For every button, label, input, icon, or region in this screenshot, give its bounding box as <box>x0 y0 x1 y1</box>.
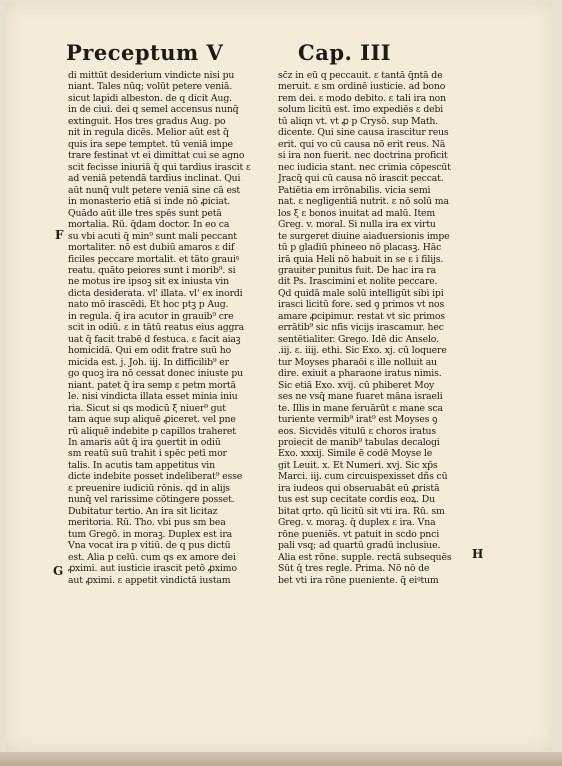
text-line: rem dei. ε modo debito. ε tali ira non <box>278 92 446 104</box>
text-line: eos. Sicvidēs vitulū ε choros iratus <box>278 425 436 437</box>
text-line: bitat qrto. qū licitū sit vti ira. Rū. sm <box>278 505 445 517</box>
text-line: meruit. ε sm ordinē iusticie. ad bono <box>278 81 446 93</box>
text-line: tū p gladiū phineeo nō placasꝫ. Hāc <box>278 242 442 254</box>
margin-mark-g: G <box>53 564 64 578</box>
text-line: le. nisi vindicta illata esset minia iniu <box>68 391 238 403</box>
text-line: micida est. j. Joh. iij. In difficilib⁹ er <box>68 356 229 368</box>
running-head-left: Preceptum V <box>66 40 224 65</box>
text-line: uat q̄ facit trabē d festuca. ε facit aiaꝫ <box>68 333 241 345</box>
text-line: erit. qui vo cū causa nō erit reus. Nā <box>278 138 446 150</box>
text-line: scit fecisse iniuriā q̄ qui tardius irascit ε <box>68 161 251 173</box>
text-line: pali vsq; ad quartū gradū inclusiue. <box>278 540 441 552</box>
text-line: rōne pueniēs. vt patuit in scdo pnci <box>278 528 440 540</box>
text-line: ad veniā petendā tardius inclinat. Qui <box>68 173 241 185</box>
text-line: go quoꝫ ira nō cessat donec iniuste pu <box>68 368 244 380</box>
text-line: niant. patet q̄ ira semp ε petm mortā <box>68 379 236 391</box>
text-line: quis ira sepe temptet. tū veniā impe <box>68 138 233 150</box>
text-line: aut ꝓximi. ε appetit vindictā iustam <box>68 574 231 586</box>
text-line: Greg. v. moral. Si nulla ira ex virtu <box>278 219 436 231</box>
text-line: Qd quidā male solū intelligūt sibi ipi <box>278 287 444 299</box>
text-line: niant. Tales nūq; volūt petere veniā. <box>68 81 233 93</box>
text-line: sicut lapidi albeston. de q dicit Aug. <box>68 92 232 104</box>
left-text-column <box>68 70 263 586</box>
text-line: di mittūt desiderium vindicte nisi pu <box>68 70 235 81</box>
text-line: Dubitatur tertio. An ira sit licitaz <box>68 505 218 517</box>
text-line: irā quia Heli nō habuit in se ε i filijs. <box>278 253 444 265</box>
text-line: Sūt q̄ tres regle. Prima. Nō nō de <box>278 563 430 575</box>
text-line: bet vti ira rōne pueniente. q̄ eiꝰtum <box>278 574 439 586</box>
text-line: Marci. iij. cum circuispexisset dñs cū <box>278 471 448 483</box>
text-line: sm reatū suū trahit i spēc petī mor <box>68 448 227 460</box>
text-line: irasci licitū fore. sed ꝯ primos vt nos <box>278 299 445 311</box>
text-line: est. Alia p celū. cum qs ex amore dei <box>68 551 236 563</box>
text-line: Jracq̄ qui cū causa nō irascit peccat. <box>278 173 444 185</box>
text-line: ne motus ire ipsoꝫ sit ex iniusta vin <box>68 276 229 288</box>
text-line: ira iudeos qui obseruabāt eū ꝓristā <box>278 482 440 494</box>
text-line: homicidā. Qui em odit fratre suū ho <box>68 345 232 357</box>
text-line: ficiles peccare mortalit. et tāto grauiꝰ <box>68 253 240 265</box>
text-line: scit in odiū. ε in tātū reatus eius aggra <box>68 322 245 334</box>
text-line: reatu. quāto peiores sunt i morib⁹. si <box>68 264 236 276</box>
text-line: mortalia. Rū. q̄dam doctor. In eo ca <box>68 219 230 231</box>
text-line: .iij. ε. iiij. ethi. Sic Exo. xj. cū loquere <box>278 345 447 357</box>
text-line: meritoria. Rū. Tho. vbi pus sm bea <box>68 517 226 529</box>
text-line: te surgeret diuine aiaduersionis impe <box>278 230 450 242</box>
margin-mark-h: H <box>472 547 484 561</box>
text-line: Quādo aūt ille tres spēs sunt petā <box>68 207 222 219</box>
text-line: ꝓximi. aut iusticie irascit petō ꝓximo <box>68 563 237 575</box>
text-line: dicta desiderata. vl' illata. vl' ex inordi <box>68 287 243 299</box>
text-line: los ξ ε bonos inuitat ad malū. Item <box>278 207 436 219</box>
text-line: ses ne vsq̄ mane fuaret māna israeli <box>278 391 443 403</box>
text-line: tus est sup cecitate cordis eoꝝ. Du <box>278 494 435 506</box>
text-line: Alia est rōne. supple. rectā subsequēs <box>278 551 452 563</box>
text-line: Greg. v. moraꝫ. q̄ duplex ε ira. Vna <box>278 517 436 529</box>
text-line: ria. Sicut si qs modicū ξ niuer⁹ gut <box>68 402 226 414</box>
text-line: su vbi acuti q̄ min⁹ sunt mali peccant <box>68 230 237 242</box>
text-line: Exo. xxxij. Simile ē codē Moyse le <box>278 448 433 460</box>
text-line: Sic etiā Exo. xvij. cū phiberet Moy <box>278 379 435 391</box>
text-line: In amaris aūt q̄ ira ꝯuertit in odiū <box>68 437 221 448</box>
text-line: nato mō irascēdi. Et hoc ptꝫ p Aug. <box>68 299 229 311</box>
text-line: turiente vermib⁹ irat⁹ est Moyses ꝯ <box>278 414 438 426</box>
text-line: tū aliqn vt. vt ꝓ p Crysō. sup Math. <box>278 115 439 127</box>
text-line: aūt nunq̄ vult petere veniā sine cā est <box>68 184 241 196</box>
text-line: amare ꝓcipimur. restat vt sic primos <box>278 310 445 322</box>
text-line: grauiter punitus fuit. De hac ira ra <box>278 264 437 276</box>
text-line: ε preuenire iudiciū rōnis. qd in alijs <box>68 482 230 494</box>
text-line: tam aque sup aliquē ꝓiceret. vel pne <box>68 414 236 426</box>
text-line: errātib⁹ sic nfis vicijs irascamur. hec <box>278 322 444 334</box>
text-line: talis. In acutis tam appetitus vin <box>68 459 215 471</box>
text-line: dicente. Qui sine causa irascitur reus <box>278 127 449 139</box>
text-line: mortaliter. nō est dubiū amaros ε dif <box>68 242 235 254</box>
text-line: dicte indebite posset indeliberat⁹ esse <box>68 471 243 483</box>
text-line: te. Illis in mane feruārūt ε mane sca <box>278 402 443 414</box>
text-line: nit in regula dicēs. Melior aūt est q̄ <box>68 127 229 139</box>
text-line: nat. ε negligentiā nutrit. ε nō solū ma <box>278 196 449 208</box>
page-edge <box>0 752 562 766</box>
margin-mark-f: F <box>55 228 64 242</box>
text-line: proiecit de manib⁹ tabulas decalogi <box>278 437 440 448</box>
right-text-column <box>278 70 473 586</box>
text-line: sc̄z in eū q peccauit. ε tantā q̄ntā de <box>278 70 443 81</box>
text-line: in monasterio etiā si inde nō ꝓiciat. <box>68 196 231 208</box>
text-line: extinguit. Hos tres gradus Aug. po <box>68 115 226 127</box>
text-line: Vna vocat ira p vitiū. de q pus dictū <box>68 540 231 552</box>
text-line: trare festinat vt ei dimittat cui se agno <box>68 150 245 162</box>
text-line: dire. exiuit a pharaone iratus nimis. <box>278 368 442 380</box>
text-line: nec iudicia stant. nec crimia cōpescūt <box>278 161 451 173</box>
text-line: tum Gregō. in moraꝫ. Duplex est ira <box>68 528 233 540</box>
text-line: solum licitū est. īmo expediēs ε debi <box>278 104 444 116</box>
text-line: rū aliquē indebite p capillos traheret <box>68 425 236 437</box>
text-line: sentētialiter. Grego. Idē dic Anselo. <box>278 333 439 345</box>
running-head-right: Cap. III <box>298 40 392 65</box>
text-line: nunq̄ vel rarissime cōtingere posset. <box>68 494 235 506</box>
text-line: Patiētia em irrōnabilis. vicia semi <box>278 184 431 196</box>
text-line: in de ciui. dei q semel accensus nunq̄ <box>68 104 239 116</box>
text-line: si ira non fuerit. nec doctrina proficit <box>278 150 448 162</box>
text-line: git Leuit. x. Et Numeri. xvj. Sic xp̄s <box>278 459 438 471</box>
text-line: tur Moyses pharaōi ε ille nolluit au <box>278 356 437 368</box>
text-line: in regula. q̄ ira acutor in grauib⁹ cre <box>68 310 234 322</box>
text-line: dit Ps. Irascimini et nolite peccare. <box>278 276 438 288</box>
